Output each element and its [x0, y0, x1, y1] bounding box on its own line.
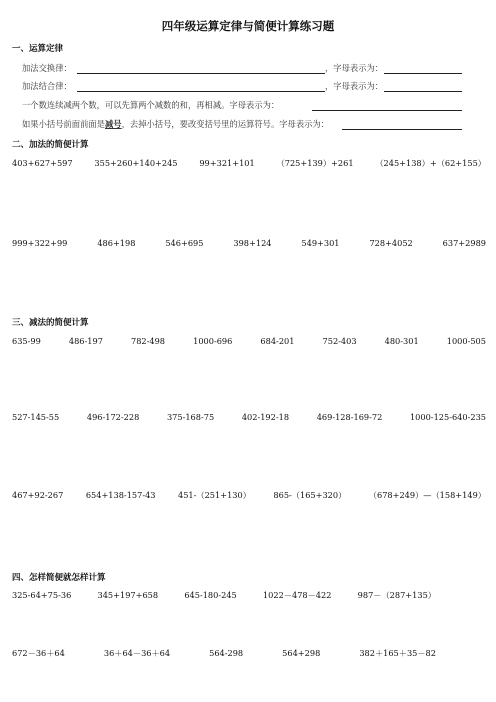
problem-item: 637+2989: [442, 238, 486, 248]
section-heading-addition: 二、加法的简便计算: [12, 140, 89, 150]
page-title: 四年级运算定律与简便计算练习题: [161, 19, 335, 33]
problem-row: [12, 490, 486, 501]
answer-blank[interactable]: [342, 119, 462, 130]
problem-item: 469-128-169-72: [316, 412, 383, 422]
problem-row: [12, 336, 486, 346]
problem-item: 1000-125-640-235: [409, 412, 486, 422]
problem-item: 1000-505: [446, 336, 486, 346]
problem-item: 546+695: [165, 238, 204, 248]
rule-parentheses: [22, 118, 462, 130]
problem-item: 403+627+597: [12, 158, 73, 168]
problem-item: 672－36＋64: [12, 648, 65, 658]
rule-commutative: [22, 62, 462, 74]
problem-item: 782-498: [131, 336, 166, 346]
problem-item: 382＋165＋35－82: [359, 648, 436, 658]
rule-parentheses-prefix: 如果小括号前面前面是: [22, 119, 105, 129]
problem-item: 564-298: [209, 648, 244, 658]
problem-item: （678+249）—（158+149）: [368, 490, 486, 500]
problem-item: 752-403: [322, 336, 357, 346]
problem-item: 684-201: [260, 336, 295, 346]
problem-item: 486+198: [97, 238, 136, 248]
problem-item: 999+322+99: [12, 238, 68, 248]
rule-associative: [22, 80, 462, 92]
problem-item: 654+138-157-43: [85, 490, 156, 500]
problem-row: [12, 412, 486, 422]
section-heading-mixed: 四、怎样简便就怎样计算: [12, 573, 106, 583]
problem-item: 398+124: [233, 238, 272, 248]
problem-row: [12, 238, 486, 248]
problem-item: 451-（251+130）: [178, 490, 251, 500]
problem-item: 496-172-228: [86, 412, 140, 422]
problem-item: （245+138）+（62+155）: [375, 158, 486, 168]
section-heading-laws: 一、运算定律: [12, 44, 64, 54]
problem-item: 99+321+101: [199, 158, 255, 168]
problem-item: 987－（287+135）: [357, 590, 436, 600]
answer-blank[interactable]: [77, 81, 325, 92]
rule-commutative-label: 加法交换律：: [22, 63, 72, 73]
rule-parentheses-keyword: 减号: [104, 119, 122, 129]
section-heading-subtraction: 三、减法的简便计算: [12, 318, 89, 328]
rule-associative-label: 加法结合律：: [22, 81, 72, 91]
rule-commutative-letter-label: ，字母表示为：: [325, 63, 384, 73]
rule-associative-letter-label: ，字母表示为：: [325, 81, 384, 91]
problem-item: 728+4052: [369, 238, 413, 248]
rule-consecutive-subtraction-label: 一个数连续减两个数，可以先算两个减数的和，再相减。字母表示为：: [22, 100, 280, 110]
problem-item: 645-180-245: [184, 590, 237, 600]
problem-item: 325-64+75-36: [12, 590, 72, 600]
problem-item: 527-145-55: [12, 412, 60, 422]
problem-item: 355+260+140+245: [94, 158, 178, 168]
problem-item: 635-99: [12, 336, 41, 346]
problem-item: 467+92-267: [12, 490, 64, 500]
answer-blank[interactable]: [384, 63, 462, 74]
answer-blank[interactable]: [312, 100, 462, 111]
problem-item: 1000-696: [193, 336, 233, 346]
problem-row: [12, 590, 436, 601]
problem-row: [12, 158, 486, 169]
problem-item: 402-192-18: [241, 412, 290, 422]
answer-blank[interactable]: [77, 63, 325, 74]
problem-item: 549+301: [301, 238, 340, 248]
problem-item: （725+139）+261: [276, 158, 354, 168]
rule-parentheses-suffix: ，去掉小括号，要改变括号里的运算符号。字母表示为：: [121, 119, 330, 129]
problem-item: 36＋64－36＋64: [103, 648, 171, 658]
problem-item: 375-168-75: [166, 412, 215, 422]
problem-item: 480-301: [384, 336, 419, 346]
answer-blank[interactable]: [384, 81, 462, 92]
problem-item: 345+197+658: [97, 590, 159, 600]
problem-item: 865-（165+320）: [273, 490, 347, 500]
rule-consecutive-subtraction: [22, 99, 462, 111]
problem-item: 1022－478－422: [262, 590, 332, 600]
problem-item: 564+298: [282, 648, 321, 658]
problem-item: 486-197: [68, 336, 103, 346]
problem-row: [12, 648, 436, 659]
